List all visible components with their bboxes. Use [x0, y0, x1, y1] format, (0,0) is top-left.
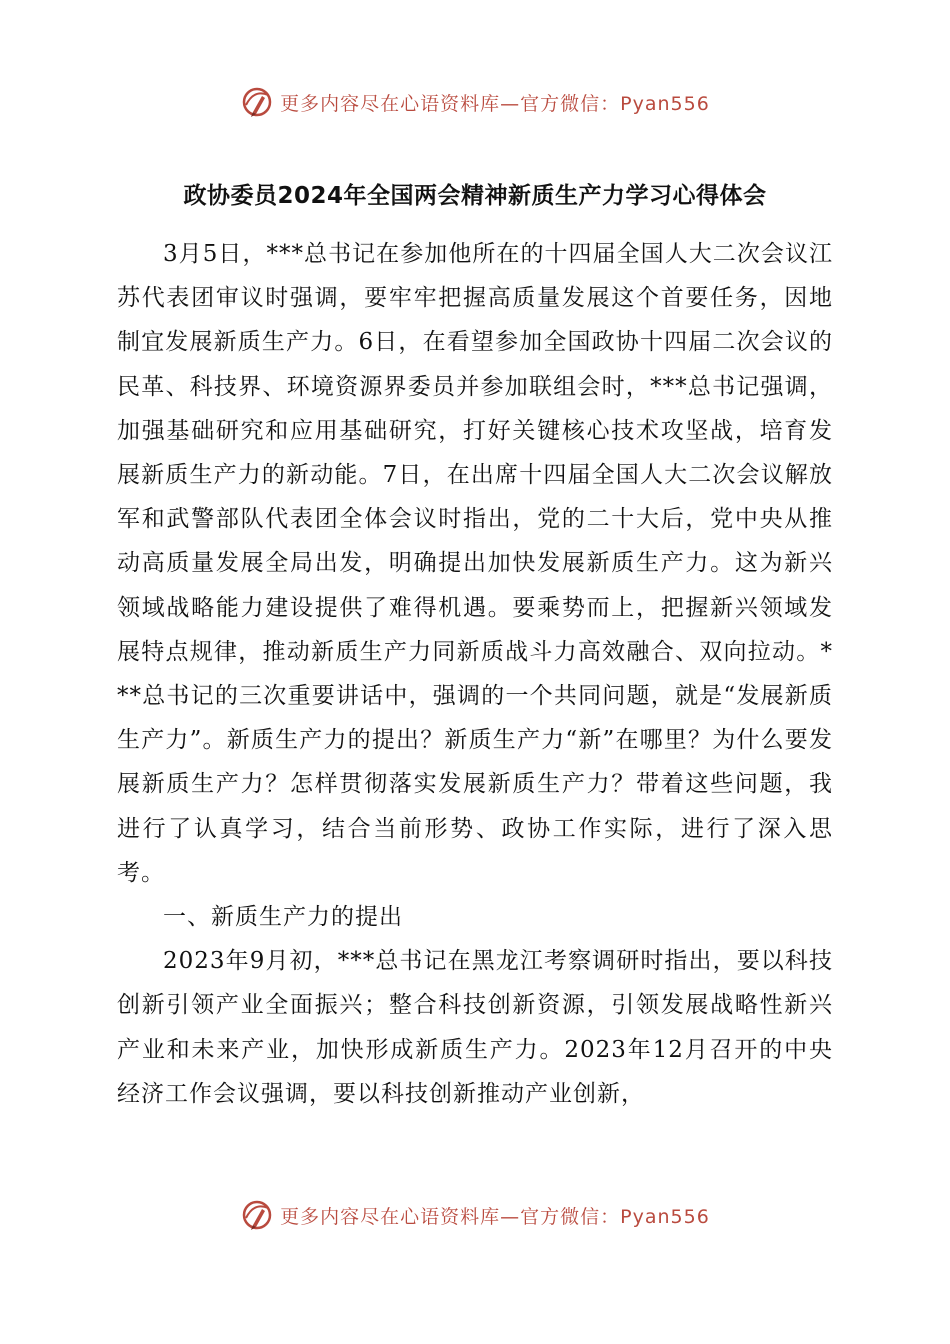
footer-banner-text: 更多内容尽在心语资料库—官方微信：Pyan556 — [280, 1205, 710, 1228]
paragraph-section-1: 2023年9月初，***总书记在黑龙江考察调研时指出，要以科技创新引领产业全面振兴；整合科技创新资源，引领发展战略性新兴产业和未来产业，加快形成新质生产力。2023年12月召开的中央经济工作会议强调，要以科技创新推动产业创新， — [117, 948, 833, 1107]
header-banner — [0, 82, 950, 122]
footer-banner — [0, 1195, 950, 1235]
pen-logo-icon — [240, 85, 274, 119]
pen-logo-icon — [240, 1198, 274, 1232]
paragraph-intro: 3月5日，***总书记在参加他所在的十四届全国人大二次会议江苏代表团审议时强调，要牢牢把握高质量发展这个首要任务，因地制宜发展新质生产力。6日，在看望参加全国政协十四届二次会议的民革、科技界、环境资源界委员并参加联组会时，***总书记强调，加强基础研究和应用基础研究，打好关键核心技术攻坚战，培育发展新质生产力的新动能。7日，在出席十四届全国人大二次会议解放军和武警部队代表团全体会议时指出，党的二十大后，党中央从推动高质量发展全局出发，明确提出加快发展新质生产力。这为新兴领域战略能力建设提供了难得机遇。要乘势而上，把握新兴领域发展特点规律，推动新质生产力同新质战斗力高效融合、双向拉动。***总书记的三次重要讲话中，强调的一个共同问题，就是“发展新质生产力”。新质生产力的提出？新质生产力“新”在哪里？为什么要发展新质生产力？怎样贯彻落实发展新质生产力？带着这些问题，我进行了认真学习，结合当前形势、政协工作实际，进行了深入思考。 — [117, 241, 833, 886]
document-body — [117, 232, 833, 1116]
section-heading-1: 一、新质生产力的提出 — [163, 904, 403, 931]
header-banner-text: 更多内容尽在心语资料库—官方微信：Pyan556 — [280, 92, 710, 115]
document-title: 政协委员2024年全国两会精神新质生产力学习心得体会 — [183, 183, 767, 209]
